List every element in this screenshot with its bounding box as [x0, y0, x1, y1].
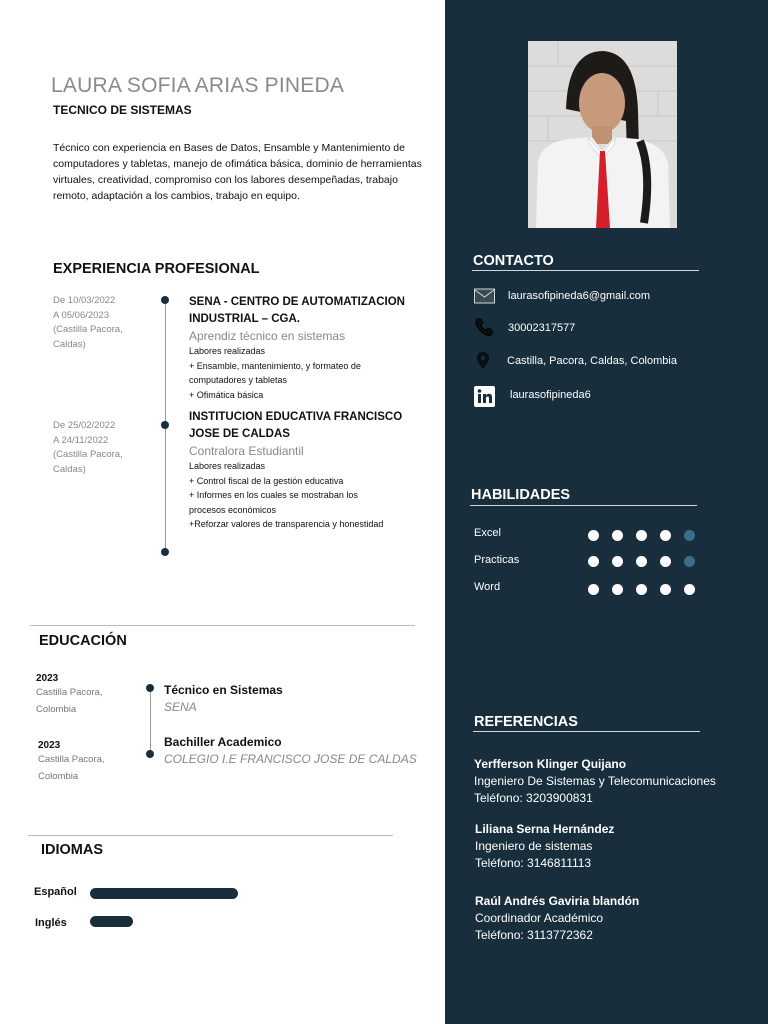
contact-underline — [472, 270, 699, 271]
job-dates: De 25/02/2022 A 24/11/2022 (Castilla Pacora, Caldas) — [53, 420, 123, 475]
contact-email[interactable]: laurasofipineda6@gmail.com — [508, 290, 651, 302]
reference-role: Coordinador Académico — [475, 911, 604, 925]
education-entry: Técnico en Sistemas SENA — [164, 683, 283, 714]
experience-title: EXPERIENCIA PROFESIONAL — [53, 261, 260, 277]
timeline-dot — [161, 421, 169, 429]
language-level-bar — [90, 888, 238, 899]
education-meta: 2023 Castilla Pacora, Colombia — [36, 673, 103, 715]
job-entry — [189, 294, 429, 402]
reference-name: Liliana Serna Hernández — [475, 822, 615, 836]
profile-summary: Técnico con experiencia en Bases de Datos, Ensamble y Mantenimiento de computadores y tabletas, manejo de ofimática básica, dominio de herramientas virtuales, creatividad, compromiso con los labores desempeñadas, trabajo remoto, adaptación a los cambios, trabajo en equipo. — [53, 142, 422, 202]
job-company: SENA - CENTRO DE AUTOMATIZACION — [189, 296, 405, 308]
section-divider — [30, 625, 415, 626]
skill-dot-filled — [684, 584, 695, 595]
skill-dot-filled — [612, 530, 623, 541]
skill-dot-filled — [660, 530, 671, 541]
language-level-bar — [90, 916, 133, 927]
skill-dot-filled — [660, 584, 671, 595]
job-role: Contralora Estudiantil — [189, 444, 304, 458]
mail-icon — [474, 288, 495, 309]
contact-location: Castilla, Pacora, Caldas, Colombia — [507, 355, 677, 367]
timeline-dot — [161, 296, 169, 304]
language-level-track — [90, 916, 238, 927]
education-title: EDUCACIÓN — [39, 633, 127, 649]
job-detail: +Reforzar valores de transparencia y honestidad — [189, 519, 384, 529]
skill-dot-empty — [684, 556, 695, 567]
linkedin-icon — [474, 386, 495, 412]
skill-dot-filled — [588, 556, 599, 567]
reference-entry — [475, 821, 614, 872]
job-detail: Labores realizadas — [189, 346, 266, 356]
contact-linkedin[interactable]: laurasofipineda6 — [510, 389, 591, 401]
language-name: Español — [34, 886, 77, 898]
reference-name: Yerfferson Klinger Quijano — [474, 757, 627, 771]
job-detail: + Informes en los cuales se mostraban los — [189, 490, 358, 500]
phone-icon — [474, 317, 494, 342]
job-detail: + Ofimática básica — [189, 389, 264, 400]
job-detail: procesos económicos — [189, 504, 277, 515]
job-dates: De 10/03/2022 A 05/06/2023 (Castilla Pacora, Caldas) — [53, 295, 123, 350]
job-detail: Labores realizadas — [189, 461, 266, 471]
languages-title: IDIOMAS — [41, 842, 104, 858]
job-entry — [189, 409, 429, 532]
skill-dot-empty — [684, 530, 695, 541]
candidate-role: TECNICO DE SISTEMAS — [53, 103, 192, 117]
skill-name: Excel — [474, 527, 501, 539]
job-detail: + Ensamble, mantenimiento, y formateo de — [189, 360, 361, 371]
timeline-dot — [146, 684, 154, 692]
job-company: INDUSTRIAL – CGA. — [189, 313, 300, 325]
section-divider — [28, 835, 393, 836]
skill-dot-filled — [588, 584, 599, 595]
skill-dot-filled — [636, 584, 647, 595]
skill-dot-filled — [660, 556, 671, 567]
location-pin-icon — [477, 352, 489, 374]
skills-title: HABILIDADES — [471, 487, 571, 503]
references-underline — [473, 731, 700, 732]
timeline-dot — [161, 548, 169, 556]
job-company: JOSE DE CALDAS — [189, 428, 290, 440]
job-role: Aprendiz técnico en sistemas — [189, 329, 346, 343]
candidate-name: LAURA SOFIA ARIAS PINEDA — [51, 74, 345, 97]
skill-dot-filled — [612, 556, 623, 567]
contact-title: CONTACTO — [473, 253, 554, 269]
reference-phone: Teléfono: 3113772362 — [475, 928, 593, 942]
education-entry: Bachiller Academico COLEGIO I.E FRANCISCO JOSE DE CALDAS — [164, 735, 417, 766]
job-detail: computadores y tabletas — [189, 375, 288, 385]
skill-name: Word — [474, 581, 501, 593]
language-level-track — [90, 888, 238, 899]
references-title: REFERENCIAS — [474, 714, 578, 730]
reference-role: Ingeniero de sistemas — [475, 839, 593, 853]
reference-entry — [474, 756, 716, 807]
education-timeline — [150, 688, 151, 756]
job-detail: + Control fiscal de la gestión educativa — [189, 475, 344, 486]
skill-dot-filled — [588, 530, 599, 541]
contact-phone[interactable]: 30002317577 — [508, 322, 576, 334]
skill-dot-filled — [612, 584, 623, 595]
reference-name: Raúl Andrés Gaviria blandón — [475, 894, 640, 908]
reference-entry — [475, 893, 639, 944]
education-meta: 2023 Castilla Pacora, Colombia — [38, 740, 105, 782]
skill-dot-filled — [636, 530, 647, 541]
reference-role: Ingeniero De Sistemas y Telecomunicaciones — [474, 774, 716, 788]
skills-underline — [470, 505, 697, 506]
skill-name: Practicas — [474, 554, 520, 566]
skill-dot-filled — [636, 556, 647, 567]
timeline-dot — [146, 750, 154, 758]
profile-photo — [528, 41, 677, 228]
language-name: Inglés — [35, 917, 67, 929]
job-company: INSTITUCION EDUCATIVA FRANCISCO — [189, 411, 403, 423]
reference-phone: Teléfono: 3203900831 — [474, 791, 593, 805]
reference-phone: Teléfono: 3146811113 — [475, 856, 592, 870]
